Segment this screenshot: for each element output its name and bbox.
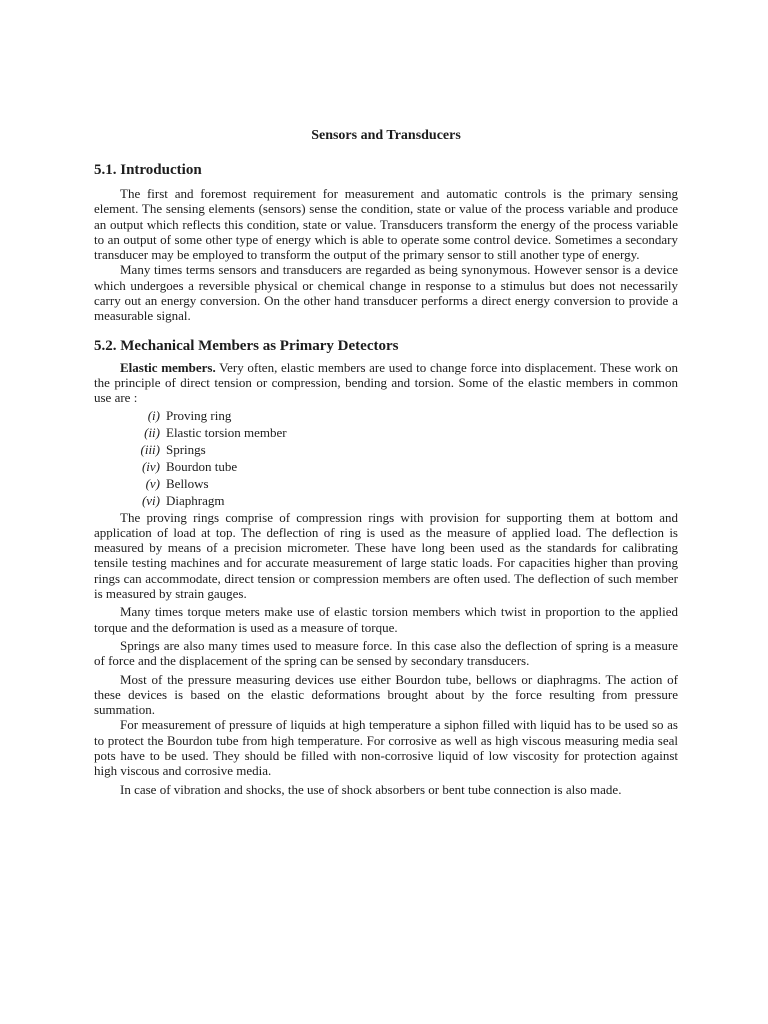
list-item	[94, 441, 678, 458]
section-heading-mechanical-members: 5.2. Mechanical Members as Primary Detectors	[94, 337, 399, 354]
section-heading-introduction: 5.1. Introduction	[94, 162, 202, 178]
list-item-number: (iii)	[140, 441, 160, 457]
list-item	[94, 458, 678, 475]
intro-paragraph-1: The first and foremost requirement for measurement and automatic controls is the primary sensing element. The sensing elements (sensors) sense the condition, state or value of the process variable and produce an output which reflects this condition, state or value. Transducers transform the energy of the process variable to an output of some other type of energy which is able to operate some control device. Sometimes a secondary transducer may be employed to transform the output of the primary sensor to still another type of energy.	[94, 186, 678, 263]
pressure-devices-paragraph: Most of the pressure measuring devices use either Bourdon tube, bellows or diaphragms. The action of these devices is based on the elastic deformations brought about by the force resulting from pressure summation.	[94, 671, 678, 718]
high-temperature-paragraph: For measurement of pressure of liquids at high temperature a siphon filled with liquid has to be used so as to protect the Bourdon tube from high temperature. For corrosive as well as high viscous measuring media seal pots have to be used. They should be filled with non-corrosive liquid of low viscosity for protection against high viscous and corrosive media.	[94, 717, 678, 779]
list-item-number: (iv)	[141, 458, 160, 474]
chapter-title: Sensors and Transducers	[311, 128, 461, 143]
list-item	[94, 407, 678, 424]
intro-paragraph-2: Many times terms sensors and transducers are regarded as being synonymous. However sensor is a device which undergoes a reversible physical or chemical change in response to a stimulus but does not necessarily carry out an energy conversion. On the other hand transducer performs a direct energy conversion to provide a measurable signal.	[94, 262, 678, 324]
elastic-members-text: Very often, elastic members are used to change force into displacement. These work on the principle of direct tension or compression, bending and torsion. Some of the elastic members in common use are :	[94, 359, 679, 406]
list-item-label: Diaphragm	[166, 492, 225, 508]
document-page	[94, 126, 678, 797]
list-item	[94, 475, 678, 492]
list-item-number: (i)	[147, 407, 160, 423]
list-item-label: Bellows	[166, 475, 209, 491]
list-item-label: Proving ring	[166, 407, 232, 423]
springs-paragraph: Springs are also many times used to measure force. In this case also the deflection of spring is a measure of force and the displacement of the spring can be sensed by secondary transducers.	[94, 637, 678, 669]
list-item	[94, 424, 678, 441]
torque-meters-paragraph: Many times torque meters make use of elastic torsion members which twist in proportion to the applied torque and the deformation is used as a measure of torque.	[94, 604, 678, 635]
list-item-label: Bourdon tube	[166, 458, 238, 474]
elastic-members-lead: Elastic members.	[120, 359, 216, 375]
list-item-label: Springs	[166, 441, 206, 457]
list-item	[94, 492, 678, 509]
list-item-number: (ii)	[144, 424, 160, 440]
elastic-members-paragraph	[94, 360, 678, 406]
elastic-members-list	[94, 407, 678, 509]
proving-rings-paragraph: The proving rings comprise of compression rings with provision for supporting them at bottom and application of load at top. The deflection of ring is used as the measure of applied load. The deflection is measured by means of a precision micrometer. These have long been used as the standards for calibrating tensile testing machines and for accurate measurement of large static loads. For capacities higher than proving rings can accommodate, direct tension or compression members are often used. The deflection of such member is measured by strain gauges.	[94, 509, 678, 602]
list-item-number: (v)	[145, 475, 160, 491]
vibration-paragraph: In case of vibration and shocks, the use of shock absorbers or bent tube connection is also made.	[120, 781, 622, 797]
list-item-label: Elastic torsion member	[166, 424, 287, 440]
list-item-number: (vi)	[141, 492, 160, 508]
